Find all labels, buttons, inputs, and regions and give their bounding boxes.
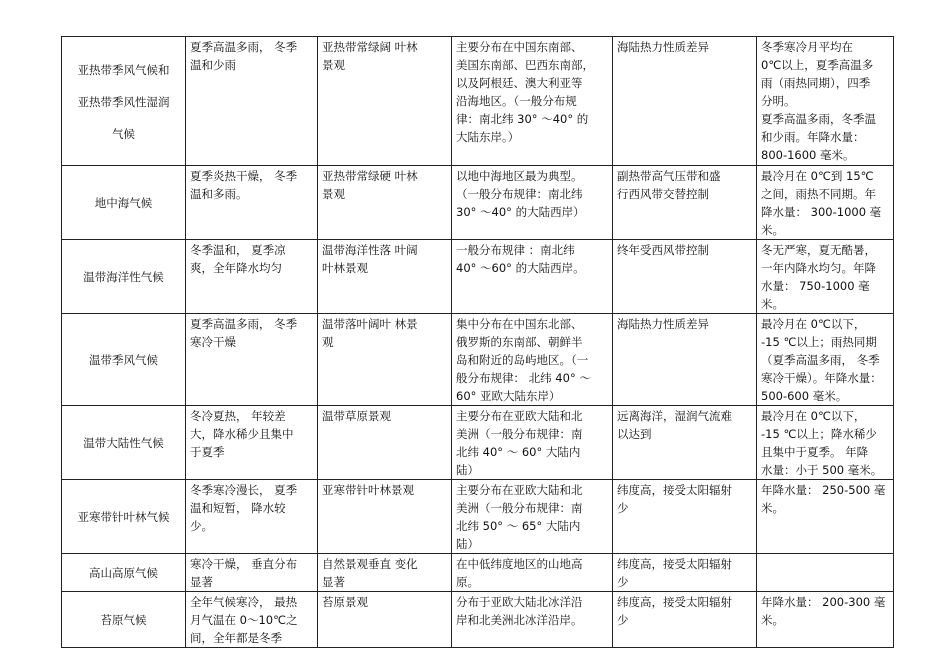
climate-name-cell: 地中海气候 <box>62 166 186 240</box>
climate-features-cell: 全年气候寒冷， 最热 月气温在 0～10℃之 间，全年都是冬季 <box>186 592 318 648</box>
climate-name-cell: 亚寒带针叶林气候 <box>62 480 186 554</box>
climate-features-cell: 冬季温和， 夏季凉 爽，全年降水均匀 <box>186 240 318 314</box>
climate-landscape-cell: 亚热带常绿阔 叶林 景观 <box>318 37 452 166</box>
climate-cause-cell: 远离海洋，湿润气流难 以达到 <box>613 406 757 480</box>
climate-landscape-cell: 亚热带常绿硬 叶林 景观 <box>318 166 452 240</box>
climate-distribution-cell: 在中低纬度地区的山地高 原。 <box>452 554 613 592</box>
climate-landscape-cell: 温带落叶阔叶 林景 观 <box>318 314 452 406</box>
climate-features-cell: 寒冷干燥， 垂直分布 显著 <box>186 554 318 592</box>
climate-features-cell: 夏季高温多雨， 冬季 温和少雨 <box>186 37 318 166</box>
climate-cause-cell: 副热带高气压带和盛 行西风带交替控制 <box>613 166 757 240</box>
climate-name-cell: 温带海洋性气候 <box>62 240 186 314</box>
climate-cause-cell: 海陆热力性质差异 <box>613 314 757 406</box>
climate-features-cell: 夏季高温多雨， 冬季 寒冷干燥 <box>186 314 318 406</box>
table-row <box>62 240 894 314</box>
climate-name-cell: 高山高原气候 <box>62 554 186 592</box>
climate-landscape-cell: 温带海洋性落 叶阔 叶林景观 <box>318 240 452 314</box>
climate-distribution-cell: 以地中海地区最为典型。 （一般分布规律：南北纬 30° ～40° 的大陆西岸） <box>452 166 613 240</box>
climate-features-cell: 冬冷夏热， 年较差 大，降水稀少且集中 于夏季 <box>186 406 318 480</box>
climate-data-cell: 最冷月在 0℃到 15℃ 之间，雨热不同期。年 降水量： 300-1000 毫 米。 <box>757 166 894 240</box>
climate-cause-cell: 纬度高，接受太阳辐射 少 <box>613 554 757 592</box>
table-row <box>62 37 894 166</box>
climate-distribution-cell: 一般分布规律 ：南北纬 40° ～60° 的大陆西岸。 <box>452 240 613 314</box>
climate-name-cell: 温带大陆性气候 <box>62 406 186 480</box>
table-row <box>62 554 894 592</box>
climate-features-cell: 夏季炎热干燥， 冬季 温和多雨。 <box>186 166 318 240</box>
climate-data-cell: 冬季寒冷月平均在 0℃以上，夏季高温多 雨（雨热同期），四季 分明。 夏季高温多雨，冬季温 和少雨。年降水量： 800-1600 毫米。 <box>757 37 894 166</box>
table-row <box>62 480 894 554</box>
climate-data-cell: 最冷月在 0℃以下， -15 ℃以上；降水稀少 且集中于夏季。 年降 水量：小于 500 毫米。 <box>757 406 894 480</box>
climate-cause-cell: 纬度高，接受太阳辐射 少 <box>613 592 757 648</box>
climate-cause-cell: 终年受西风带控制 <box>613 240 757 314</box>
climate-data-cell: 最冷月在 0℃以下， -15 ℃以上；雨热同期 （夏季高温多雨， 冬季 寒冷干燥）。年降水量： 500-600 毫米。 <box>757 314 894 406</box>
climate-data-cell: 年降水量： 200-300 毫 米。 <box>757 592 894 648</box>
climate-landscape-cell: 温带草原景观 <box>318 406 452 480</box>
climate-name-cell: 亚热带季风气候和 亚热带季风性湿润 气候 <box>62 37 186 166</box>
climate-distribution-cell: 主要分布在亚欧大陆和北 美洲（一般分布规律：南 北纬 50° ～ 65° 大陆内 陆） <box>452 480 613 554</box>
climate-distribution-cell: 主要分布在亚欧大陆和北 美洲（一般分布规律：南 北纬 40° ～ 60° 大陆内 陆） <box>452 406 613 480</box>
climate-name-cell: 苔原气候 <box>62 592 186 648</box>
climate-landscape-cell: 自然景观垂直 变化 显著 <box>318 554 452 592</box>
climate-features-cell: 冬季寒冷漫长， 夏季 温和短暂， 降水较 少。 <box>186 480 318 554</box>
climate-data-cell: 冬无严寒，夏无酷暑， 一年内降水均匀。年降 水量： 750-1000 毫米。 <box>757 240 894 314</box>
climate-distribution-cell: 主要分布在中国东南部、 美国东南部、巴西东南部， 以及阿根廷、澳大利亚等 沿海地区。（一般分布规 律：南北纬 30° ～40° 的 大陆东岸。） <box>452 37 613 166</box>
climate-landscape-cell: 苔原景观 <box>318 592 452 648</box>
table-row <box>62 406 894 480</box>
table-row <box>62 314 894 406</box>
climate-data-cell <box>757 554 894 592</box>
climate-cause-cell: 纬度高，接受太阳辐射 少 <box>613 480 757 554</box>
climate-table <box>61 36 894 648</box>
climate-name-cell: 温带季风气候 <box>62 314 186 406</box>
table-row <box>62 166 894 240</box>
climate-distribution-cell: 分布于亚欧大陆北冰洋沿 岸和北美洲北冰洋沿岸。 <box>452 592 613 648</box>
climate-data-cell: 年降水量： 250-500 毫 米。 <box>757 480 894 554</box>
climate-distribution-cell: 集中分布在中国东北部、 俄罗斯的东南部、朝鲜半 岛和附近的岛屿地区。（一 般分布规律： 北纬 40° ～ 60° 亚欧大陆东岸） <box>452 314 613 406</box>
climate-cause-cell: 海陆热力性质差异 <box>613 37 757 166</box>
climate-landscape-cell: 亚寒带针叶林景观 <box>318 480 452 554</box>
table-row <box>62 592 894 648</box>
